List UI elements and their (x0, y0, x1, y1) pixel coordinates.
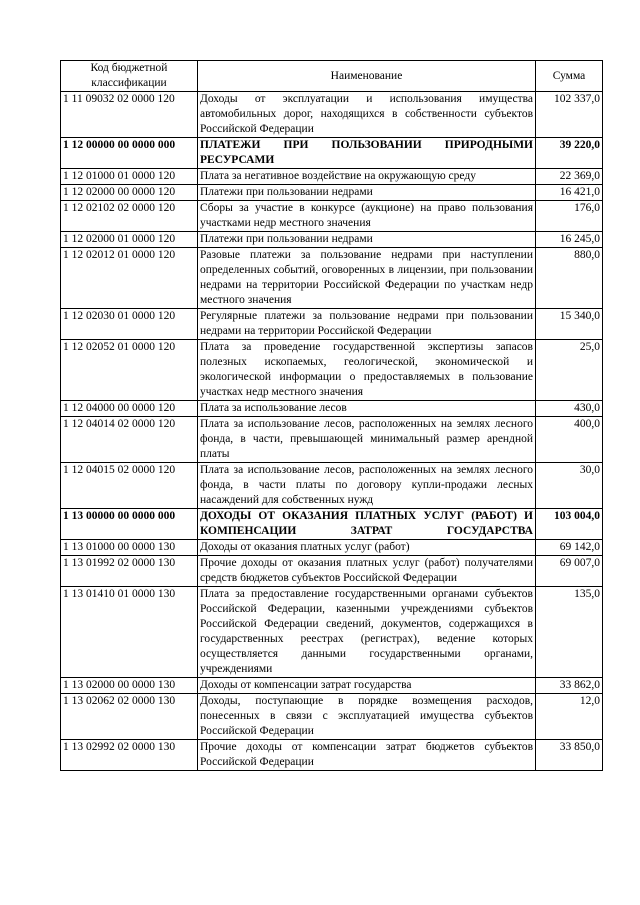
row-name: Сборы за участие в конкурсе (аукционе) на право пользования участками недр местного значения (198, 201, 536, 232)
row-sum: 176,0 (536, 201, 603, 232)
row-sum: 25,0 (536, 340, 603, 401)
table-row (61, 340, 603, 401)
row-name: Доходы от компенсации затрат государства (198, 678, 536, 694)
row-sum: 16 245,0 (536, 232, 603, 248)
row-sum: 16 421,0 (536, 185, 603, 201)
row-sum: 30,0 (536, 463, 603, 509)
row-name: Доходы от эксплуатации и использования имущества автомобильных дорог, находящихся в собственности субъектов Российской Федерации (198, 92, 536, 138)
row-code: 1 12 00000 00 0000 000 (61, 138, 198, 169)
header-sum: Сумма (536, 61, 603, 92)
row-name: ПЛАТЕЖИ ПРИ ПОЛЬЗОВАНИИ ПРИРОДНЫМИ РЕСУРСАМИ (198, 138, 536, 169)
row-code: 1 11 09032 02 0000 120 (61, 92, 198, 138)
row-code: 1 12 04015 02 0000 120 (61, 463, 198, 509)
row-name: Разовые платежи за пользование недрами при наступлении определенных событий, оговоренных в лицензии, при пользовании недрами на территории Российской Федерации по участкам недр местного значения (198, 248, 536, 309)
table-row (61, 185, 603, 201)
row-name: Плата за негативное воздействие на окружающую среду (198, 169, 536, 185)
table-row (61, 463, 603, 509)
table-row (61, 309, 603, 340)
row-code: 1 12 02012 01 0000 120 (61, 248, 198, 309)
row-code: 1 13 00000 00 0000 000 (61, 509, 198, 540)
row-sum: 135,0 (536, 587, 603, 678)
row-sum: 33 850,0 (536, 740, 603, 771)
table-row (61, 509, 603, 540)
row-name: Плата за использование лесов, расположенных на землях лесного фонда, в части, превышающей минимальный размер арендной платы (198, 417, 536, 463)
row-code: 1 13 01410 01 0000 130 (61, 587, 198, 678)
row-sum: 22 369,0 (536, 169, 603, 185)
row-sum: 400,0 (536, 417, 603, 463)
row-code: 1 13 02062 02 0000 130 (61, 694, 198, 740)
row-code: 1 12 01000 01 0000 120 (61, 169, 198, 185)
table-row (61, 232, 603, 248)
row-code: 1 12 02000 01 0000 120 (61, 232, 198, 248)
row-sum: 880,0 (536, 248, 603, 309)
table-row (61, 92, 603, 138)
table-row (61, 138, 603, 169)
table-row (61, 540, 603, 556)
row-code: 1 12 02000 00 0000 120 (61, 185, 198, 201)
row-name: Плата за проведение государственной экспертизы запасов полезных ископаемых, геологической, экономической и экологической информации о предоставляемых в пользование участках недр местного значения (198, 340, 536, 401)
table-row (61, 401, 603, 417)
row-name: Доходы от оказания платных услуг (работ) (198, 540, 536, 556)
row-code: 1 13 01000 00 0000 130 (61, 540, 198, 556)
table-row (61, 740, 603, 771)
row-code: 1 13 01992 02 0000 130 (61, 556, 198, 587)
table-row (61, 417, 603, 463)
row-code: 1 13 02000 00 0000 130 (61, 678, 198, 694)
table-row (61, 678, 603, 694)
table-header-row (61, 61, 603, 92)
header-code: Код бюджетной классификации (61, 61, 198, 92)
table-row (61, 694, 603, 740)
row-name: Доходы, поступающие в порядке возмещения расходов, понесенных в связи с эксплуатацией имущества субъектов Российской Федерации (198, 694, 536, 740)
row-name: Платежи при пользовании недрами (198, 232, 536, 248)
row-code: 1 12 04000 00 0000 120 (61, 401, 198, 417)
row-sum: 33 862,0 (536, 678, 603, 694)
table-row (61, 169, 603, 185)
table-row (61, 201, 603, 232)
row-code: 1 13 02992 02 0000 130 (61, 740, 198, 771)
row-name: Плата за использование лесов, расположенных на землях лесного фонда, в части платы по договору купли-продажи лесных насаждений для собственных нужд (198, 463, 536, 509)
row-sum: 103 004,0 (536, 509, 603, 540)
budget-table (60, 60, 603, 771)
header-name: Наименование (198, 61, 536, 92)
row-code: 1 12 02030 01 0000 120 (61, 309, 198, 340)
table-body (61, 92, 603, 771)
row-sum: 39 220,0 (536, 138, 603, 169)
row-name: Плата за предоставление государственными органами субъектов Российской Федерации, казенными учреждениями субъектов Российской Федерации сведений, документов, содержащихся в государственных реестрах (регистрах), ведение которых осуществляется данными государственными органами, учреждениями (198, 587, 536, 678)
row-sum: 430,0 (536, 401, 603, 417)
row-name: Плата за использование лесов (198, 401, 536, 417)
table-row (61, 556, 603, 587)
row-name: Платежи при пользовании недрами (198, 185, 536, 201)
row-code: 1 12 04014 02 0000 120 (61, 417, 198, 463)
row-sum: 12,0 (536, 694, 603, 740)
row-sum: 15 340,0 (536, 309, 603, 340)
row-sum: 69 142,0 (536, 540, 603, 556)
row-name: Прочие доходы от оказания платных услуг (работ) получателями средств бюджетов субъектов Российской Федерации (198, 556, 536, 587)
row-sum: 102 337,0 (536, 92, 603, 138)
row-name: Регулярные платежи за пользование недрами при пользовании недрами на территории Российской Федерации (198, 309, 536, 340)
row-code: 1 12 02102 02 0000 120 (61, 201, 198, 232)
row-name: ДОХОДЫ ОТ ОКАЗАНИЯ ПЛАТНЫХ УСЛУГ (РАБОТ) И КОМПЕНСАЦИИ ЗАТРАТ ГОСУДАРСТВА (198, 509, 536, 540)
table-row (61, 248, 603, 309)
row-name: Прочие доходы от компенсации затрат бюджетов субъектов Российской Федерации (198, 740, 536, 771)
row-code: 1 12 02052 01 0000 120 (61, 340, 198, 401)
row-sum: 69 007,0 (536, 556, 603, 587)
table-row (61, 587, 603, 678)
